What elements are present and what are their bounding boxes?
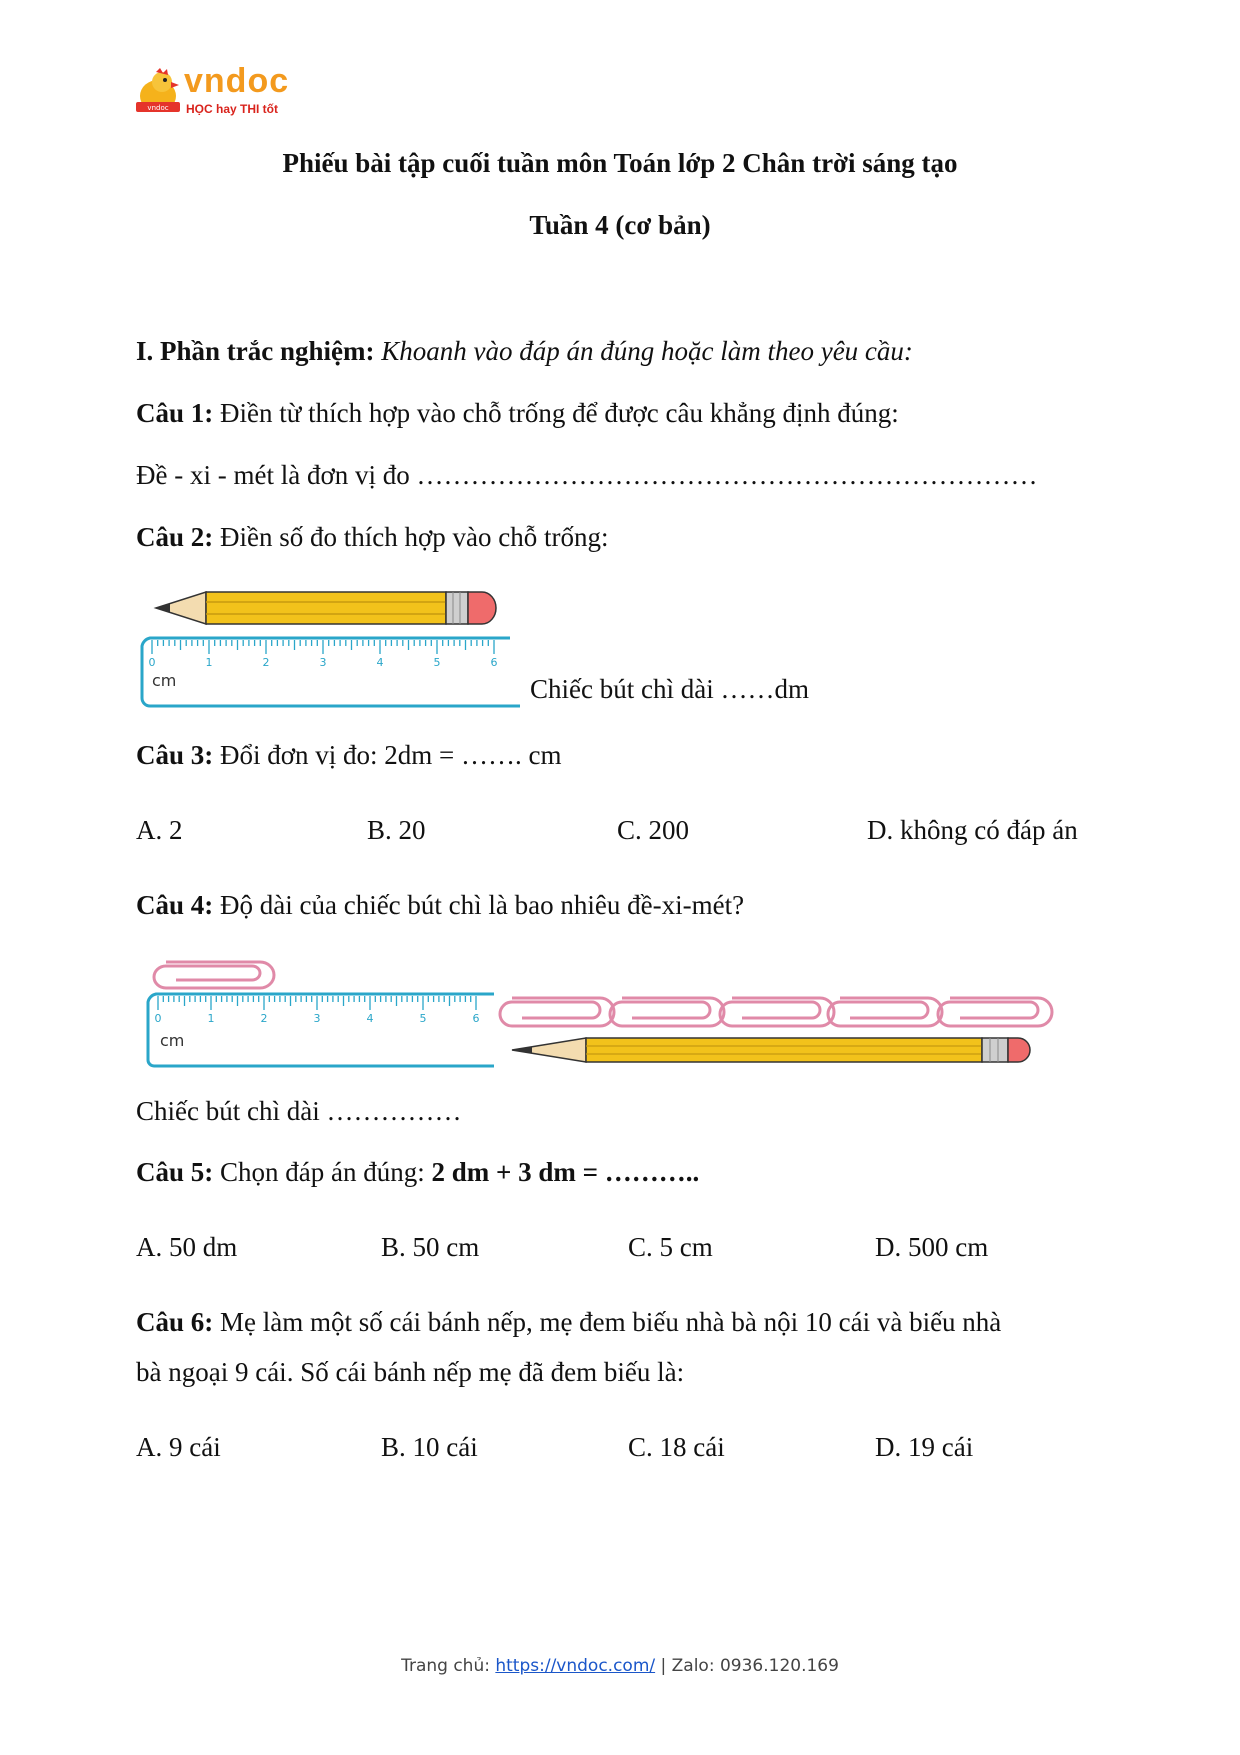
page-subtitle: Tuần 4 (cơ bản) [529,210,711,240]
logo-tagline: HỌC hay THI tốt [186,102,278,116]
pencil-icon [156,592,496,624]
question-2-caption: Chiếc bút chì dài ……dm [530,674,809,704]
question-1 [136,396,899,430]
ruler-tick-label: 4 [376,656,384,669]
q5-option-c[interactable]: C. 5 cm [628,1232,713,1262]
footer-prefix: Trang chủ: [401,1656,490,1676]
question-6-text-line1: Mẹ làm một số cái bánh nếp, mẹ đem biếu nhà bà nội 10 cái và biếu nhà [220,1307,1002,1337]
question-4-text: Độ dài của chiếc bút chì là bao nhiêu đề-xi-mét? [220,890,745,920]
ruler-tick-label: 3 [319,656,327,669]
question-4-figure [140,950,1060,1070]
question-3-label: Câu 3: [136,740,214,770]
q6-option-d[interactable]: D. 19 cái [875,1432,974,1462]
ruler-tick-label: 1 [207,1012,215,1025]
footer-contact: | Zalo: 0936.120.169 [660,1656,839,1676]
ruler-tick-label: 6 [472,1012,480,1025]
logo-brand: vndoc [184,62,290,100]
section-label: I. Phần trắc nghiệm: [136,336,375,366]
ruler-tick-label: 3 [313,1012,321,1025]
question-6-text-line2: bà ngoại 9 cái. Số cái bánh nếp mẹ đã đem biếu là: [136,1357,685,1387]
footer-home-link[interactable]: https://vndoc.com/ [495,1656,656,1676]
q6-option-c[interactable]: C. 18 cái [628,1432,725,1462]
question-1-text: Điền từ thích hợp vào chỗ trống để được câu khẳng định đúng: [220,398,899,428]
q5-option-b[interactable]: B. 50 cm [381,1232,480,1262]
q3-option-a[interactable]: A. 2 [136,815,183,845]
question-6 [136,1305,1001,1339]
q5-option-d[interactable]: D. 500 cm [875,1232,989,1262]
footer [0,1656,1240,1676]
q3-option-c[interactable]: C. 200 [617,815,690,845]
section-instruction: Khoanh vào đáp án đúng hoặc làm theo yêu cầu: [381,336,913,366]
paperclip-icon [154,962,274,988]
question-5-label: Câu 5: [136,1157,214,1187]
ruler-tick-label: 0 [148,656,156,669]
question-2 [136,520,608,554]
ruler-tick-label: 5 [419,1012,427,1025]
ruler [142,638,520,706]
ruler-tick-label: 1 [205,656,213,669]
question-3 [136,738,562,772]
question-3-text: Đổi đơn vị đo: 2dm = ……. cm [220,740,562,770]
page-title: Phiếu bài tập cuối tuần môn Toán lớp 2 Chân trời sáng tạo [282,148,958,178]
question-4 [136,888,744,922]
ruler-tick-label: 0 [154,1012,162,1025]
section-heading [136,334,913,368]
ruler-tick-label: 4 [366,1012,374,1025]
ruler-tick-label: 2 [262,656,270,669]
question-6-label: Câu 6: [136,1307,214,1337]
mascot-chicken-icon [134,68,184,120]
ruler-tick-label: 6 [490,656,498,669]
question-1-label: Câu 1: [136,398,214,428]
question-5-expression: 2 dm + 3 dm = ……….. [431,1157,700,1187]
question-2-label: Câu 2: [136,522,214,552]
q6-option-a[interactable]: A. 9 cái [136,1432,221,1462]
question-5 [136,1155,699,1189]
svg-text:vndoc: vndoc [147,104,169,112]
question-5-text: Chọn đáp án đúng: [220,1157,425,1187]
question-4-label: Câu 4: [136,890,214,920]
ruler-unit-label: cm [160,1031,185,1050]
ruler-unit-label: cm [152,671,177,690]
question-2-text: Điền số đo thích hợp vào chỗ trống: [220,522,609,552]
ruler-tick-label: 5 [433,656,441,669]
q6-option-b[interactable]: B. 10 cái [381,1432,478,1462]
ruler [148,994,494,1066]
q5-option-a[interactable]: A. 50 dm [136,1232,238,1262]
question-1-fill: Đề - xi - mét là đơn vị đo …………………………………………………………… [136,460,1038,490]
ruler-tick-label: 2 [260,1012,268,1025]
pencil-icon [512,1038,1030,1062]
logo [134,62,294,122]
question-2-figure [138,580,528,710]
paperclip-row [500,998,1052,1026]
question-4-caption: Chiếc bút chì dài …………… [136,1096,462,1126]
q3-option-b[interactable]: B. 20 [367,815,426,845]
q3-option-d[interactable]: D. không có đáp án [867,815,1078,845]
